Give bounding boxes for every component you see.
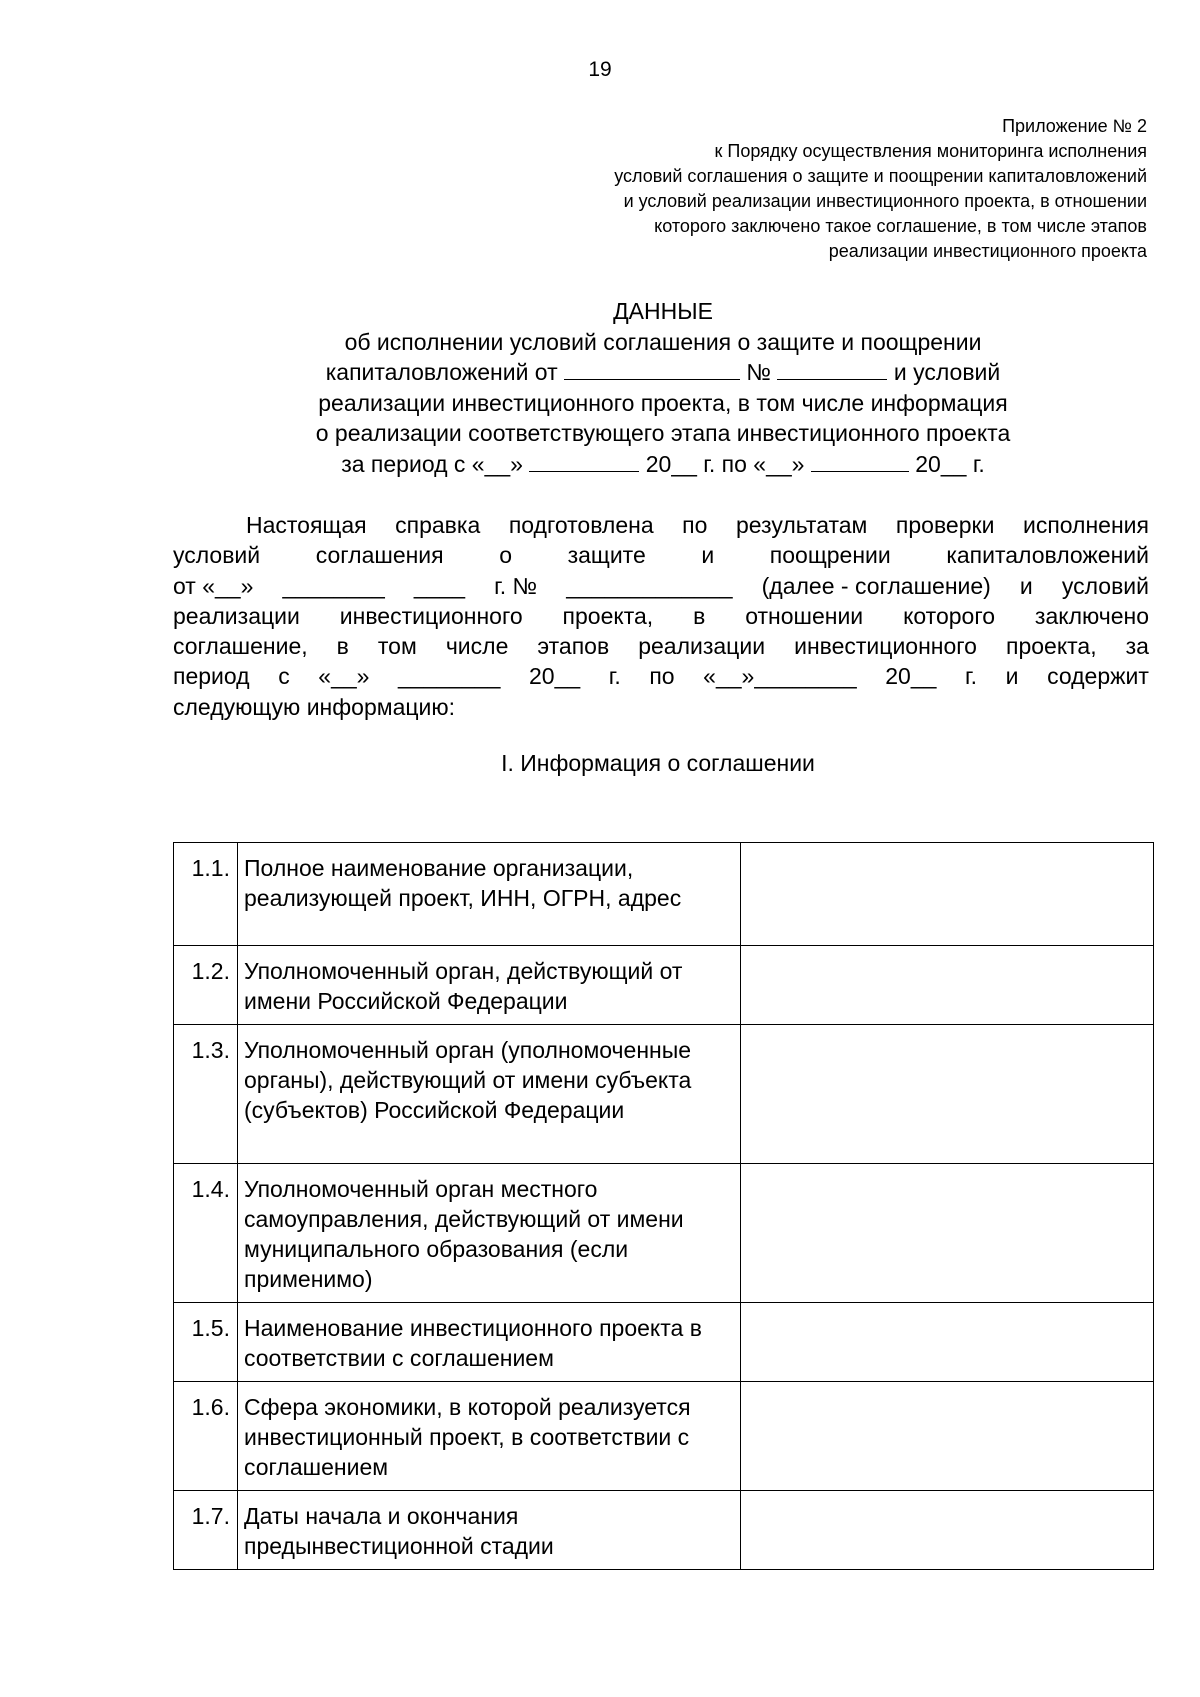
month-blank	[529, 451, 639, 472]
row-number: 1.1.	[174, 843, 238, 946]
row-label: Даты начала и окончания предынвестиционной стадии	[238, 1491, 741, 1570]
word: ________	[282, 572, 385, 599]
row-value[interactable]	[741, 1491, 1154, 1570]
word: справка	[395, 512, 481, 538]
appendix-block	[447, 114, 1147, 264]
word: и	[1019, 572, 1033, 599]
word: _____________	[566, 572, 733, 599]
page-number: 19	[588, 58, 612, 81]
row-value[interactable]	[741, 1025, 1154, 1164]
word: и	[701, 542, 715, 569]
word: от «__»	[173, 572, 254, 599]
appendix-line: которого заключено такое соглашение, в том числе этапов	[654, 216, 1147, 236]
word: по	[649, 663, 675, 690]
word: соглашения	[315, 542, 444, 569]
intro-line	[173, 571, 1149, 601]
word: которого	[903, 602, 995, 629]
word: защите	[567, 542, 646, 569]
row-number: 1.3.	[174, 1025, 238, 1164]
intro-line	[173, 661, 1149, 691]
row-number: 1.6.	[174, 1382, 238, 1491]
word: поощрении	[769, 542, 891, 569]
word: исполнения	[1022, 512, 1149, 538]
word: содержит	[1047, 663, 1149, 690]
intro-line	[173, 601, 1149, 631]
row-label: Уполномоченный орган, действующий от имени Российской Федерации	[238, 946, 741, 1025]
heading-line: реализации инвестиционного проекта, в том числе информация	[318, 389, 1008, 416]
word: том	[377, 633, 417, 660]
appendix-line: условий соглашения о защите и поощрении капиталовложений	[614, 166, 1147, 186]
row-value[interactable]	[741, 1164, 1154, 1303]
table-row	[174, 1382, 1154, 1491]
appendix-line: и условий реализации инвестиционного проекта, в отношении	[623, 191, 1147, 211]
heading-line: об исполнении условий соглашения о защите и поощрении	[344, 328, 982, 355]
word: «__»	[318, 663, 370, 690]
row-label: Уполномоченный орган местного самоуправления, действующий от имени муниципального образования (если применимо)	[238, 1164, 741, 1303]
table-row	[174, 843, 1154, 946]
heading-line	[168, 449, 1158, 480]
appendix-line: к Порядку осуществления мониторинга исполнения	[714, 141, 1147, 161]
row-value[interactable]	[741, 1382, 1154, 1491]
word: условий	[173, 542, 261, 569]
word: заключено	[1034, 602, 1149, 629]
appendix-line: Приложение № 2	[1002, 116, 1147, 136]
word: отношении	[745, 602, 864, 629]
row-number: 1.7.	[174, 1491, 238, 1570]
word: проекта,	[1006, 633, 1097, 660]
intro-paragraph	[173, 510, 1149, 722]
word: капиталовложений	[946, 542, 1149, 569]
word: проверки	[895, 512, 995, 538]
word: г.	[965, 663, 978, 690]
intro-line	[173, 510, 1149, 540]
row-label: Наименование инвестиционного проекта в соответствии с соглашением	[238, 1303, 741, 1382]
document-title: ДАННЫЕ	[613, 298, 713, 324]
section-title: I. Информация о соглашении	[501, 750, 815, 776]
word: период	[173, 663, 250, 690]
row-number: 1.2.	[174, 946, 238, 1025]
word: реализации	[173, 602, 300, 629]
row-value[interactable]	[741, 946, 1154, 1025]
word: (далее - соглашение)	[761, 572, 991, 599]
intro-line	[173, 692, 1149, 722]
word: следующую информацию:	[173, 693, 456, 720]
row-number: 1.4.	[174, 1164, 238, 1303]
word: проекта,	[562, 602, 654, 629]
heading-line	[168, 357, 1158, 388]
document-heading	[168, 296, 1158, 479]
table-row	[174, 946, 1154, 1025]
word: реализации	[638, 633, 766, 660]
word: и	[1005, 663, 1019, 690]
row-label: Сфера экономики, в которой реализуется инвестиционный проект, в соответствии с соглашением	[238, 1382, 741, 1491]
table-row	[174, 1303, 1154, 1382]
word: по	[682, 512, 708, 538]
word: соглашение,	[173, 633, 308, 660]
word: г. №	[494, 572, 538, 599]
word: ________	[398, 663, 501, 690]
heading-text: капиталовложений от	[325, 359, 558, 385]
heading-text: 20__ г. по «__»	[645, 450, 805, 477]
agreement-info-table	[173, 842, 1154, 1570]
table-row	[174, 1025, 1154, 1164]
heading-text: №	[746, 359, 772, 385]
word: 20__	[885, 663, 937, 690]
row-label: Полное наименование организации, реализующей проект, ИНН, ОГРН, адрес	[238, 843, 741, 946]
intro-line	[173, 631, 1149, 661]
word: инвестиционного	[339, 602, 523, 629]
word: ____	[413, 572, 466, 599]
table-row	[174, 1491, 1154, 1570]
heading-text: за период с «__»	[341, 450, 523, 477]
word: о	[499, 542, 512, 569]
row-number: 1.5.	[174, 1303, 238, 1382]
word: числе	[445, 633, 509, 660]
word: этапов	[537, 633, 610, 660]
word: условий	[1061, 572, 1149, 599]
word: Настоящая	[246, 512, 367, 538]
word: «__»________	[703, 663, 857, 690]
appendix-line: реализации инвестиционного проекта	[828, 241, 1147, 261]
heading-line: о реализации соответствующего этапа инвестиционного проекта	[315, 420, 1011, 446]
word: г.	[608, 663, 621, 690]
word: за	[1125, 633, 1149, 660]
row-value[interactable]	[741, 843, 1154, 946]
word: инвестиционного	[794, 633, 977, 660]
intro-line	[173, 540, 1149, 570]
heading-text: 20__ г.	[915, 450, 985, 477]
word: 20__	[528, 663, 581, 690]
word: подготовлена	[508, 512, 654, 538]
word: с	[278, 663, 290, 690]
date-blank	[564, 359, 740, 380]
month-blank	[811, 451, 909, 472]
row-label: Уполномоченный орган (уполномоченные органы), действующий от имени субъекта (субъектов) Российской Федерации	[238, 1025, 741, 1164]
word: в	[693, 602, 706, 629]
row-value[interactable]	[741, 1303, 1154, 1382]
table-row	[174, 1164, 1154, 1303]
number-blank	[777, 359, 887, 380]
heading-text: и условий	[893, 359, 1001, 385]
word: результатам	[735, 512, 868, 538]
word: в	[336, 633, 349, 660]
